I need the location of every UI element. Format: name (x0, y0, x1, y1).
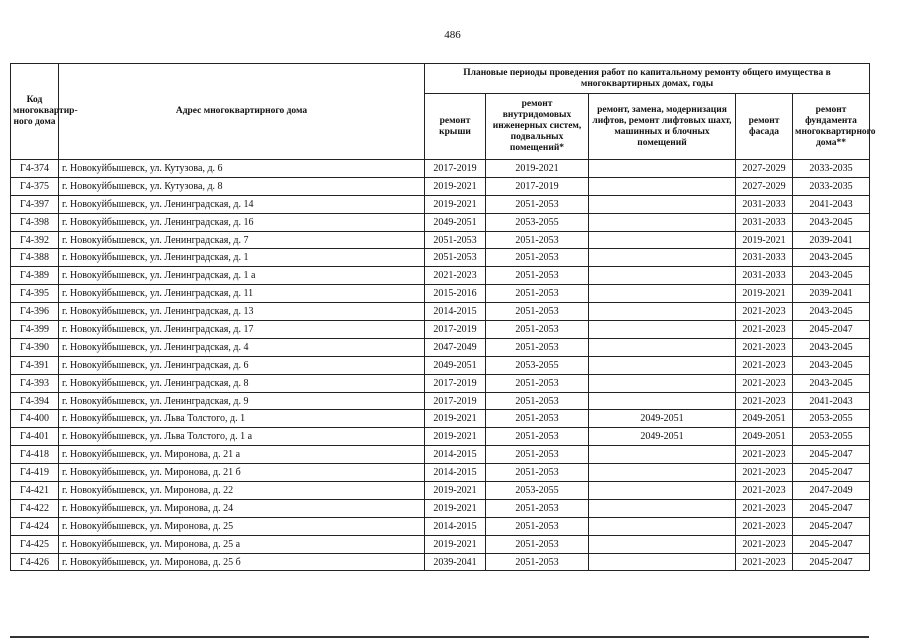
cell-lifts (589, 231, 736, 249)
cell-roof: 2017-2019 (425, 321, 486, 339)
cell-systems: 2051-2053 (486, 553, 589, 571)
cell-lifts: 2049-2051 (589, 410, 736, 428)
cell-address: г. Новокуйбышевск, ул. Кутузова, д. 8 (59, 177, 425, 195)
cell-lifts (589, 392, 736, 410)
cell-foundation: 2045-2047 (793, 321, 870, 339)
cell-lifts (589, 338, 736, 356)
cell-roof: 2049-2051 (425, 356, 486, 374)
header-roof: ремонт крыши (425, 94, 486, 160)
cell-address: г. Новокуйбышевск, ул. Ленинградская, д. 1 а (59, 267, 425, 285)
cell-facade: 2021-2023 (736, 392, 793, 410)
cell-lifts (589, 535, 736, 553)
table-row (11, 249, 870, 267)
cell-foundation: 2041-2043 (793, 392, 870, 410)
header-lifts: ремонт, замена, модернизация лифтов, ремонт лифтовых шахт, машинных и блочных помещений (589, 94, 736, 160)
cell-systems: 2051-2053 (486, 303, 589, 321)
cell-systems: 2051-2053 (486, 267, 589, 285)
cell-systems: 2051-2053 (486, 464, 589, 482)
cell-roof: 2014-2015 (425, 517, 486, 535)
table-row (11, 499, 870, 517)
cell-foundation: 2039-2041 (793, 231, 870, 249)
cell-roof: 2019-2021 (425, 482, 486, 500)
cell-foundation: 2053-2055 (793, 410, 870, 428)
header-periods-group: Плановые периоды проведения работ по капитальному ремонту общего имущества в многоквартирных домах, годы (425, 64, 870, 94)
cell-address: г. Новокуйбышевск, ул. Миронова, д. 22 (59, 482, 425, 500)
cell-lifts (589, 374, 736, 392)
cell-systems: 2053-2055 (486, 213, 589, 231)
cell-address: г. Новокуйбышевск, ул. Кутузова, д. 6 (59, 160, 425, 178)
cell-foundation: 2045-2047 (793, 464, 870, 482)
cell-roof: 2019-2021 (425, 410, 486, 428)
cell-foundation: 2045-2047 (793, 517, 870, 535)
table-row (11, 231, 870, 249)
header-systems: ремонт внутридомовых инженерных систем, подвальных помещений* (486, 94, 589, 160)
table-row (11, 160, 870, 178)
cell-roof: 2014-2015 (425, 446, 486, 464)
cell-systems: 2051-2053 (486, 535, 589, 553)
cell-roof: 2014-2015 (425, 303, 486, 321)
cell-code: Г4-421 (11, 482, 59, 500)
cell-lifts (589, 213, 736, 231)
cell-foundation: 2045-2047 (793, 535, 870, 553)
cell-lifts (589, 446, 736, 464)
cell-code: Г4-374 (11, 160, 59, 178)
cell-code: Г4-425 (11, 535, 59, 553)
cell-address: г. Новокуйбышевск, ул. Ленинградская, д. 17 (59, 321, 425, 339)
cell-facade: 2021-2023 (736, 499, 793, 517)
cell-lifts (589, 553, 736, 571)
cell-foundation: 2039-2041 (793, 285, 870, 303)
cell-address: г. Новокуйбышевск, ул. Миронова, д. 21 б (59, 464, 425, 482)
cell-foundation: 2045-2047 (793, 446, 870, 464)
table-row (11, 464, 870, 482)
cell-foundation: 2043-2045 (793, 249, 870, 267)
cell-address: г. Новокуйбышевск, ул. Льва Толстого, д. 1 (59, 410, 425, 428)
table-row (11, 517, 870, 535)
repair-schedule-table (10, 63, 876, 571)
cell-code: Г4-394 (11, 392, 59, 410)
cell-facade: 2021-2023 (736, 535, 793, 553)
cell-address: г. Новокуйбышевск, ул. Ленинградская, д. 7 (59, 231, 425, 249)
header-foundation: ремонт фундамента многоквартирного дома** (793, 94, 870, 160)
cell-foundation: 2041-2043 (793, 195, 870, 213)
cell-facade: 2019-2021 (736, 285, 793, 303)
cell-code: Г4-395 (11, 285, 59, 303)
cell-lifts: 2049-2051 (589, 428, 736, 446)
cell-facade: 2049-2051 (736, 428, 793, 446)
table-row (11, 392, 870, 410)
cell-facade: 2021-2023 (736, 374, 793, 392)
table-row (11, 303, 870, 321)
cell-roof: 2015-2016 (425, 285, 486, 303)
cell-facade: 2031-2033 (736, 195, 793, 213)
cell-address: г. Новокуйбышевск, ул. Льва Толстого, д. 1 а (59, 428, 425, 446)
cell-systems: 2051-2053 (486, 374, 589, 392)
cell-lifts (589, 285, 736, 303)
cell-address: г. Новокуйбышевск, ул. Миронова, д. 25 (59, 517, 425, 535)
cell-lifts (589, 195, 736, 213)
table-row (11, 374, 870, 392)
repair-schedule-table-container (10, 63, 876, 571)
cell-foundation: 2043-2045 (793, 338, 870, 356)
cell-code: Г4-399 (11, 321, 59, 339)
cell-code: Г4-401 (11, 428, 59, 446)
cell-facade: 2021-2023 (736, 482, 793, 500)
cell-foundation: 2043-2045 (793, 356, 870, 374)
cell-address: г. Новокуйбышевск, ул. Миронова, д. 21 а (59, 446, 425, 464)
cell-facade: 2021-2023 (736, 446, 793, 464)
cell-code: Г4-375 (11, 177, 59, 195)
cell-systems: 2019-2021 (486, 160, 589, 178)
cell-code: Г4-424 (11, 517, 59, 535)
cell-code: Г4-397 (11, 195, 59, 213)
table-row (11, 482, 870, 500)
cell-lifts (589, 303, 736, 321)
cell-code: Г4-388 (11, 249, 59, 267)
cell-code: Г4-393 (11, 374, 59, 392)
cell-address: г. Новокуйбышевск, ул. Ленинградская, д. 4 (59, 338, 425, 356)
cell-facade: 2021-2023 (736, 356, 793, 374)
page-number: 486 (444, 29, 461, 41)
cell-roof: 2017-2019 (425, 160, 486, 178)
cell-code: Г4-400 (11, 410, 59, 428)
cell-address: г. Новокуйбышевск, ул. Ленинградская, д. 13 (59, 303, 425, 321)
cell-facade: 2049-2051 (736, 410, 793, 428)
cell-systems: 2051-2053 (486, 321, 589, 339)
header-address: Адрес многоквартирного дома (59, 64, 425, 160)
cell-facade: 2021-2023 (736, 517, 793, 535)
cell-systems: 2051-2053 (486, 410, 589, 428)
cell-systems: 2051-2053 (486, 517, 589, 535)
cell-foundation: 2043-2045 (793, 303, 870, 321)
cell-lifts (589, 160, 736, 178)
cell-facade: 2021-2023 (736, 553, 793, 571)
cell-address: г. Новокуйбышевск, ул. Ленинградская, д. 6 (59, 356, 425, 374)
table-row (11, 177, 870, 195)
table-row (11, 356, 870, 374)
table-row (11, 535, 870, 553)
cell-systems: 2051-2053 (486, 231, 589, 249)
cell-systems: 2051-2053 (486, 428, 589, 446)
cell-foundation: 2033-2035 (793, 177, 870, 195)
cell-foundation: 2047-2049 (793, 482, 870, 500)
cell-code: Г4-426 (11, 553, 59, 571)
cell-roof: 2047-2049 (425, 338, 486, 356)
cell-systems: 2051-2053 (486, 499, 589, 517)
cell-foundation: 2043-2045 (793, 213, 870, 231)
cell-roof: 2017-2019 (425, 374, 486, 392)
cell-roof: 2049-2051 (425, 213, 486, 231)
cell-facade: 2021-2023 (736, 464, 793, 482)
bottom-rule (10, 636, 869, 638)
cell-lifts (589, 356, 736, 374)
cell-lifts (589, 249, 736, 267)
cell-code: Г4-419 (11, 464, 59, 482)
cell-address: г. Новокуйбышевск, ул. Ленинградская, д. 9 (59, 392, 425, 410)
cell-systems: 2051-2053 (486, 338, 589, 356)
table-body (11, 160, 870, 571)
cell-roof: 2019-2021 (425, 499, 486, 517)
cell-address: г. Новокуйбышевск, ул. Миронова, д. 25 а (59, 535, 425, 553)
cell-lifts (589, 499, 736, 517)
cell-facade: 2019-2021 (736, 231, 793, 249)
cell-lifts (589, 177, 736, 195)
cell-roof: 2019-2021 (425, 195, 486, 213)
cell-address: г. Новокуйбышевск, ул. Ленинградская, д. 16 (59, 213, 425, 231)
cell-code: Г4-398 (11, 213, 59, 231)
cell-systems: 2051-2053 (486, 392, 589, 410)
cell-code: Г4-390 (11, 338, 59, 356)
cell-systems: 2053-2055 (486, 482, 589, 500)
cell-roof: 2051-2053 (425, 249, 486, 267)
cell-systems: 2051-2053 (486, 285, 589, 303)
cell-facade: 2031-2033 (736, 249, 793, 267)
cell-facade: 2021-2023 (736, 338, 793, 356)
cell-systems: 2051-2053 (486, 446, 589, 464)
table-row (11, 321, 870, 339)
cell-foundation: 2045-2047 (793, 553, 870, 571)
cell-foundation: 2043-2045 (793, 374, 870, 392)
cell-lifts (589, 321, 736, 339)
cell-systems: 2051-2053 (486, 195, 589, 213)
cell-facade: 2031-2033 (736, 267, 793, 285)
cell-facade: 2021-2023 (736, 321, 793, 339)
cell-facade: 2031-2033 (736, 213, 793, 231)
table-row (11, 553, 870, 571)
cell-lifts (589, 517, 736, 535)
cell-address: г. Новокуйбышевск, ул. Ленинградская, д. 8 (59, 374, 425, 392)
cell-lifts (589, 464, 736, 482)
cell-code: Г4-392 (11, 231, 59, 249)
cell-roof: 2021-2023 (425, 267, 486, 285)
table-row (11, 213, 870, 231)
table-row (11, 285, 870, 303)
cell-code: Г4-418 (11, 446, 59, 464)
table-row (11, 338, 870, 356)
cell-roof: 2017-2019 (425, 392, 486, 410)
cell-facade: 2027-2029 (736, 160, 793, 178)
cell-roof: 2051-2053 (425, 231, 486, 249)
cell-facade: 2021-2023 (736, 303, 793, 321)
cell-code: Г4-391 (11, 356, 59, 374)
cell-systems: 2017-2019 (486, 177, 589, 195)
cell-address: г. Новокуйбышевск, ул. Ленинградская, д. 11 (59, 285, 425, 303)
cell-roof: 2019-2021 (425, 428, 486, 446)
table-row (11, 195, 870, 213)
cell-code: Г4-422 (11, 499, 59, 517)
cell-roof: 2019-2021 (425, 535, 486, 553)
table-row (11, 428, 870, 446)
cell-address: г. Новокуйбышевск, ул. Ленинградская, д. 14 (59, 195, 425, 213)
cell-foundation: 2043-2045 (793, 267, 870, 285)
cell-facade: 2027-2029 (736, 177, 793, 195)
header-facade: ремонт фасада (736, 94, 793, 160)
cell-address: г. Новокуйбышевск, ул. Ленинградская, д. 1 (59, 249, 425, 267)
cell-lifts (589, 482, 736, 500)
table-row (11, 410, 870, 428)
cell-systems: 2053-2055 (486, 356, 589, 374)
table-row (11, 446, 870, 464)
header-code: Код многоквартир-ного дома (11, 64, 59, 160)
cell-foundation: 2033-2035 (793, 160, 870, 178)
cell-lifts (589, 267, 736, 285)
cell-roof: 2014-2015 (425, 464, 486, 482)
cell-address: г. Новокуйбышевск, ул. Миронова, д. 24 (59, 499, 425, 517)
cell-code: Г4-389 (11, 267, 59, 285)
cell-roof: 2039-2041 (425, 553, 486, 571)
cell-roof: 2019-2021 (425, 177, 486, 195)
cell-address: г. Новокуйбышевск, ул. Миронова, д. 25 б (59, 553, 425, 571)
cell-systems: 2051-2053 (486, 249, 589, 267)
cell-foundation: 2045-2047 (793, 499, 870, 517)
cell-code: Г4-396 (11, 303, 59, 321)
table-row (11, 267, 870, 285)
cell-foundation: 2053-2055 (793, 428, 870, 446)
